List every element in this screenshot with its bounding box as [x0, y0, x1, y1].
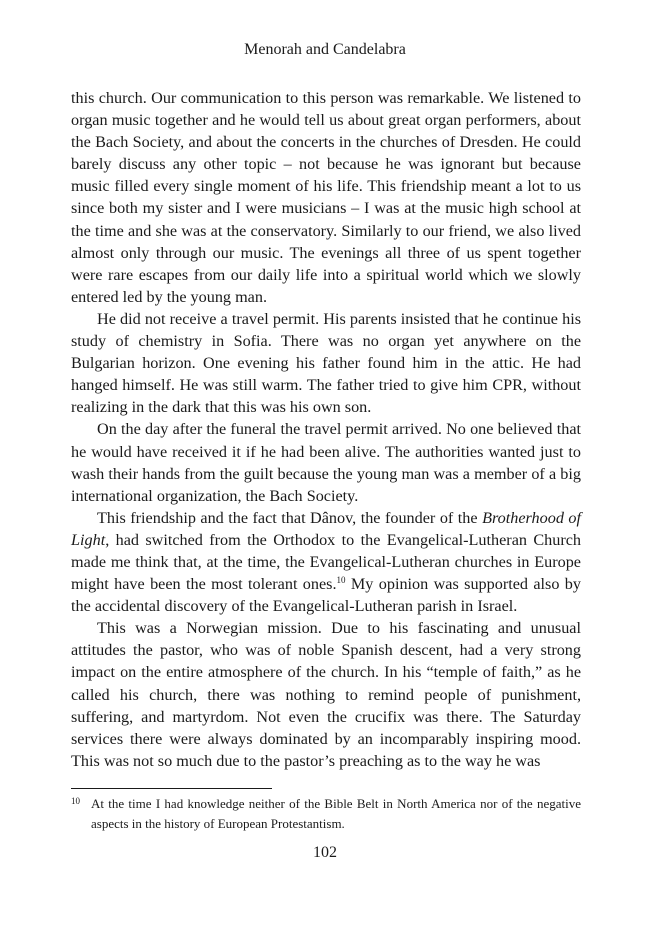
footnote-divider [71, 788, 272, 789]
paragraph-1: this church. Our communication to this person was remarkable. We listened to organ music together and he would tell us about great organ performers, about the Bach Society, and about the concerts in the churches of Dresden. He could barely discuss any other topic – not because he was ignorant but because music filled every single moment of his life. This friendship meant a lot to us since both my sister and I were musicians – I was at the music high school at the time and she was at the conservatory. Similarly to our friend, we also lived almost only through our music. The evenings all three of us spent together were rare escapes from our daily life into a spiritual world which we slowly entered led by the young man. [71, 89, 581, 306]
main-text [71, 87, 581, 772]
footnote-number: 10 [71, 796, 80, 806]
paragraph-4 [71, 507, 581, 617]
footnote [71, 794, 581, 834]
brotherhood-of-light-title: Brotherhood of Light [71, 508, 582, 549]
footnote-reference[interactable]: 10 [336, 575, 346, 586]
paragraph-5: This was a Norwegian mission. Due to his fascinating and unusual attitudes the pastor, who was of noble Spanish descent, had a very strong impact on the entire atmosphere of the church. In his “temple of faith,” as he called his church, there was nothing to remind people of punishment, suffering, and martyrdom. Not even the crucifix was there. The Saturday services there were always dominated by an incomparably inspiring mood. This was not so much due to the pastor’s preaching as to the way he was [71, 619, 581, 770]
footnote-text: At the time I had knowledge neither of the Bible Belt in North America nor of the negative aspects in the history of European Protestantism. [91, 796, 581, 831]
running-head: Menorah and Candelabra [244, 41, 406, 58]
paragraph-4-text-a: This friendship and the fact that Dânov, the founder of the [97, 508, 483, 527]
paragraph-4-text-b: , had switched from the Orthodox to the Evangelical-Lutheran Church made me think that, at the time, the Evangelical-Lutheran churches in Europe might have been the most tolerant ones. [71, 530, 581, 594]
paragraph-4-text-c: My opinion was supported also by the accidental discovery of the Evangelical-Lutheran parish in Israel. [71, 575, 581, 616]
paragraph-2: He did not receive a travel permit. His parents insisted that he continue his study of chemistry in Sofia. There was no organ yet anywhere on the Bulgarian horizon. One evening his father found him in the attic. He had hanged himself. He was still warm. The father tried to give him CPR, without realizing in the dark that this was his own son. [71, 309, 581, 417]
page-number: 102 [313, 844, 337, 861]
paragraph-3: On the day after the funeral the travel permit arrived. No one believed that he would have received it if he had been alive. The authorities wanted just to wash their hands from the guilt because the young man was a member of a big international organization, the Bach Society. [71, 420, 581, 505]
